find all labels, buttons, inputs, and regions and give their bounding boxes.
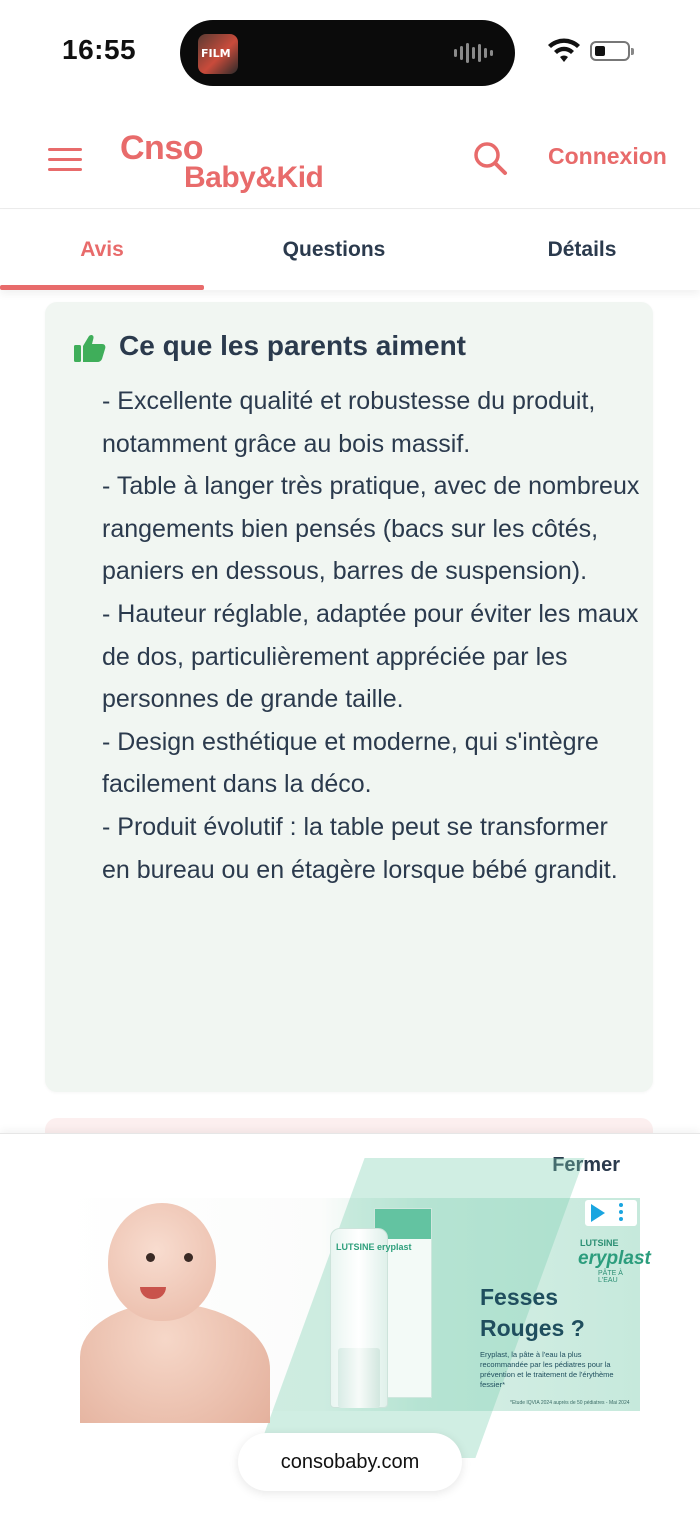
list-item: - Hauteur réglable, adaptée pour éviter les maux de dos, particulièrement appréciée par les personnes de grande taille.	[102, 599, 639, 714]
list-item: - Produit évolutif : la table peut se transformer en bureau ou en étagère lorsque bébé grandit.	[102, 812, 618, 884]
ad-brand: eryplast	[578, 1248, 651, 1269]
list-item: - Excellente qualité et robustesse du produit, notamment grâce au bois massif.	[102, 387, 596, 458]
likes-list	[102, 380, 642, 891]
adchoices-icon[interactable]	[585, 1200, 637, 1226]
island-app-icon	[198, 34, 238, 74]
ad-headline: Fesses Rouges ?	[480, 1284, 585, 1341]
tube-label: LUTSINE eryplast	[336, 1242, 412, 1252]
browser-domain-pill[interactable]: consobaby.com	[238, 1433, 462, 1491]
baby-image	[80, 1203, 300, 1413]
tab-questions[interactable]: Questions	[282, 238, 386, 261]
menu-icon[interactable]	[48, 148, 82, 172]
ad-fine-print: *Etude IQVIA 2024 auprès de 50 pédiatres - Mai 2024	[510, 1400, 630, 1406]
tab-details[interactable]: Détails	[547, 238, 617, 261]
status-bar	[0, 0, 700, 105]
card-title: Ce que les parents aiment	[119, 330, 467, 361]
site-logo[interactable]	[120, 125, 330, 195]
list-item: - Design esthétique et moderne, qui s'intègre facilement dans la déco.	[102, 727, 599, 799]
wifi-icon	[547, 38, 581, 64]
island-app-label: FILM	[201, 47, 231, 60]
ad-copy: Eryplast, la pâte à l'eau la plus recommandée par les pédiatres pour la prévention et le traitement de l'érythème fessier*	[480, 1350, 614, 1389]
product-tube-cap	[338, 1348, 380, 1408]
dynamic-island[interactable]	[180, 20, 515, 86]
thumbs-up-icon	[74, 334, 106, 362]
connexion-link[interactable]: Connexion	[548, 143, 667, 169]
ad-banner[interactable]	[60, 1198, 651, 1411]
ad-brand-small: LUTSINE	[580, 1238, 619, 1248]
audio-waveform-icon	[454, 42, 493, 64]
active-tab-indicator	[0, 285, 204, 290]
product-tabs	[0, 210, 700, 290]
tab-avis[interactable]: Avis	[80, 238, 124, 261]
search-icon[interactable]	[472, 140, 508, 176]
logo-line2: Baby&Kid	[184, 161, 324, 194]
app-header	[0, 105, 700, 209]
logo-line1: Cnso	[120, 129, 203, 167]
ad-close-button[interactable]: Fermer	[552, 1154, 620, 1176]
status-time: 16:55	[62, 34, 137, 65]
ad-brand-sub: PÂTE À L'EAU	[598, 1270, 623, 1284]
battery-icon	[590, 41, 630, 61]
list-item: - Table à langer très pratique, avec de nombreux rangements bien pensés (bacs sur les côtés, paniers en dessous, barres de suspension).	[102, 472, 640, 586]
